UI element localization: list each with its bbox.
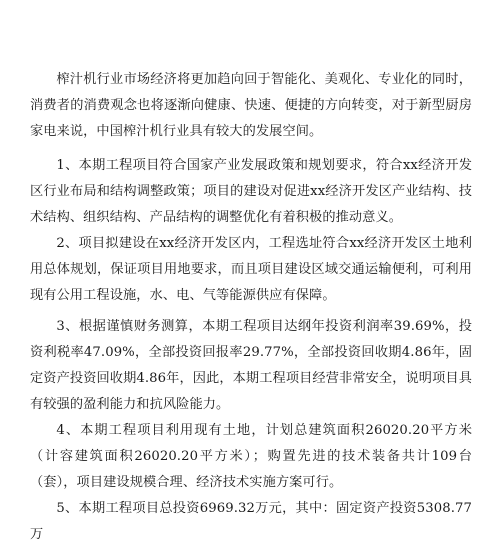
paragraph-item-4: 4、本期工程项目利用现有土地，计划总建筑面积26020.20平方米（计容建筑面积26020.20平方米）；购置先进的技术装备共计109台（套），项目建设规模合理、经济技术实施方案可行。 bbox=[30, 423, 472, 490]
paragraph-intro: 榨汁机行业市场经济将更加趋向回于智能化、美观化、专业化的同时，消费者的消费观念也将逐渐向健康、快速、便捷的方向转变，对于新型厨房家电来说，中国榨汁机行业具有较大的发展空间。 bbox=[30, 72, 472, 139]
paragraph-item-1: 1、本期工程项目符合国家产业发展政策和规划要求，符合xx经济开发区行业布局和结构调整政策；项目的建设对促进xx经济开发区产业结构、技术结构、组织结构、产品结构的调整优化有着积极的推动意义。 bbox=[30, 158, 472, 225]
paragraph-item-2: 2、项目拟建设在xx经济开发区内，工程选址符合xx经济开发区土地利用总体规划，保证项目用地要求，而且项目建设区域交通运输便利，可利用现有公用工程设施，水、电、气等能源供应有保障。 bbox=[30, 236, 472, 303]
paragraph-item-5: 5、本期工程项目总投资6969.32万元，其中：固定资产投资5308.77万 bbox=[30, 501, 472, 542]
paragraph-item-3: 3、根据谨慎财务测算，本期工程项目达纲年投资利润率39.69%，投资利税率47.09%，全部投资回报率29.77%，全部投资回收期4.86年，固定资产投资回收期4.86年，因此，本期工程项目经营非常安全，说明项目具有较强的盈利能力和抗风险能力。 bbox=[30, 319, 472, 412]
